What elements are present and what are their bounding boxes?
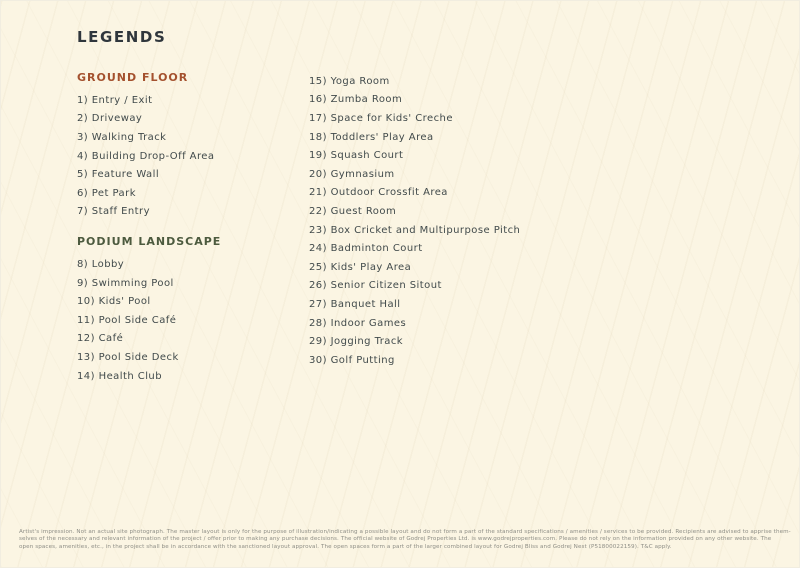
legend-item: 5) Feature Wall — [77, 169, 160, 181]
legend-item: 1) Entry / Exit — [77, 94, 153, 106]
legend-item: 22) Guest Room — [309, 205, 397, 217]
disclaimer-line: Artist's impression. Not an actual site photograph. The master layout is only for the purpose of illustration/indicating a possible layout and do not form a part of the standard specifications / amenities / services to be provided. Recipients are advised to apprise them- — [19, 529, 791, 535]
page-title: LEGENDS — [77, 28, 167, 46]
legend-item: 15) Yoga Room — [309, 75, 390, 87]
legend-item: 25) Kids' Play Area — [309, 261, 412, 273]
legend-item: 11) Pool Side Café — [77, 314, 177, 326]
legend-item: 27) Banquet Hall — [309, 298, 401, 310]
legend-item: 29) Jogging Track — [309, 336, 404, 348]
legend-item: 17) Space for Kids' Creche — [309, 112, 453, 124]
legend-item: 20) Gymnasium — [309, 168, 395, 180]
disclaimer-line: open spaces, amenities, etc., in the project shall be in accordance with the sanctioned layout approval. The open spaces form a part of the larger combined layout for Godrej Bliss and Godrej Nest (P51800022159). T&C apply. — [19, 543, 672, 550]
disclaimer-text — [19, 529, 791, 551]
legend-item: 14) Health Club — [77, 370, 163, 382]
section-heading-podium-landscape: PODIUM LANDSCAPE — [77, 235, 222, 249]
podium-landscape-list — [77, 255, 221, 385]
legend-item: 24) Badminton Court — [309, 243, 423, 255]
legend-item: 3) Walking Track — [77, 131, 167, 143]
legend-item: 18) Toddlers' Play Area — [309, 131, 434, 143]
legend-item: 26) Senior Citizen Sitout — [309, 280, 442, 292]
legend-right-column — [309, 72, 520, 370]
legend-item: 4) Building Drop-Off Area — [77, 150, 215, 162]
legend-item: 21) Outdoor Crossfit Area — [309, 187, 448, 199]
legend-item: 16) Zumba Room — [309, 94, 403, 106]
legend-item: 6) Pet Park — [77, 187, 136, 199]
legend-item: 28) Indoor Games — [309, 317, 407, 329]
legend-item: 9) Swimming Pool — [77, 277, 174, 289]
legend-item: 30) Golf Putting — [309, 354, 395, 366]
legend-item: 8) Lobby — [77, 258, 125, 270]
legend-left-column — [77, 71, 221, 399]
disclaimer-line: selves of the necessary and relevant information of the project / offer prior to making any purchase decisions. The official website of Godrej Properties Ltd. is www.godrejproperties.com. Please do not rely on the information provided on any other website. The — [19, 536, 772, 543]
legend-item: 23) Box Cricket and Multipurpose Pitch — [309, 224, 521, 236]
legend-item: 10) Kids' Pool — [77, 296, 151, 308]
legend-item: 19) Squash Court — [309, 150, 404, 162]
legend-item: 12) Café — [77, 333, 124, 345]
legend-item: 7) Staff Entry — [77, 206, 150, 218]
section-heading-ground-floor: GROUND FLOOR — [77, 71, 189, 84]
legend-item: 2) Driveway — [77, 113, 143, 125]
ground-floor-list — [77, 91, 221, 221]
legend-item: 13) Pool Side Deck — [77, 351, 179, 363]
